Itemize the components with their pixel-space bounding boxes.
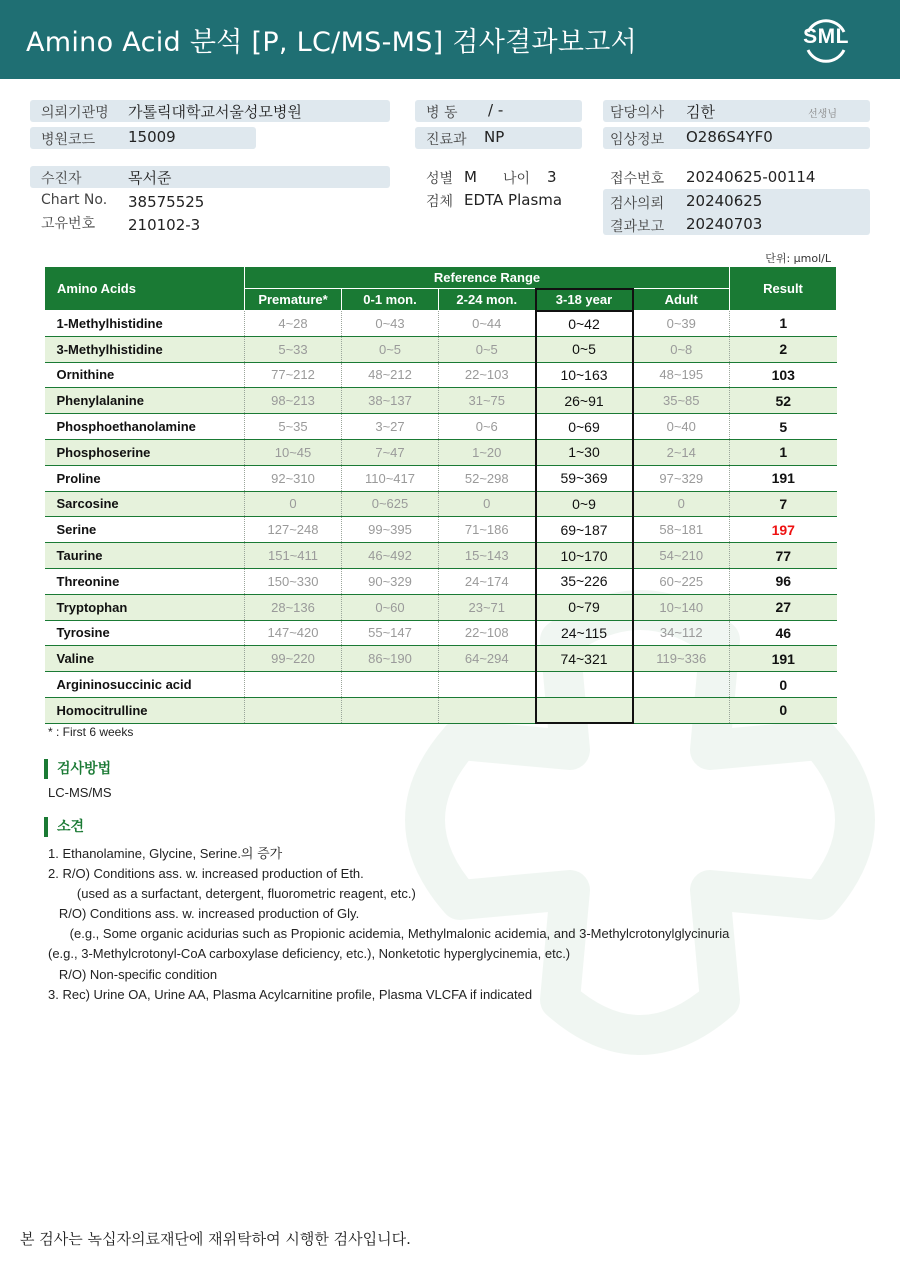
header-result: Result [730, 267, 837, 311]
reference-range-cell: 86~190 [342, 646, 439, 672]
reference-range-cell: 0~42 [536, 311, 633, 337]
reference-range-cell [245, 697, 342, 723]
result-value: 5 [730, 414, 837, 440]
result-value: 103 [730, 362, 837, 388]
reference-range-cell: 31~75 [439, 388, 536, 414]
reference-range-cell: 90~329 [342, 568, 439, 594]
reference-range-cell [245, 672, 342, 698]
logo-text: SML [803, 25, 849, 48]
result-value: 2 [730, 336, 837, 362]
receipt-no-label: 접수번호 [610, 171, 665, 187]
amino-acid-name: Phosphoserine [45, 439, 245, 465]
reference-range-cell: 99~395 [342, 517, 439, 543]
remark-line: 2. R/O) Conditions ass. w. increased production of Eth. [48, 866, 364, 882]
hospital-code-label: 병원코드 [41, 132, 96, 148]
reference-range-cell [439, 697, 536, 723]
table-row [45, 336, 837, 362]
result-value: 191 [730, 646, 837, 672]
reference-range-cell: 1~30 [536, 439, 633, 465]
request-date-value: 20240625 [686, 192, 763, 210]
reference-range-cell: 10~140 [633, 594, 730, 620]
reference-range-cell: 35~226 [536, 568, 633, 594]
chart-no-label: Chart No. [41, 192, 108, 208]
reference-range-cell: 110~417 [342, 465, 439, 491]
reference-range-cell: 46~492 [342, 543, 439, 569]
amino-acid-name: 3-Methylhistidine [45, 336, 245, 362]
table-row [45, 646, 837, 672]
header-amino-acids: Amino Acids [45, 267, 245, 311]
footer-note: 본 검사는 녹십자의료재단에 재위탁하여 시행한 검사입니다. [20, 1230, 411, 1248]
reference-range-cell: 38~137 [342, 388, 439, 414]
remarks-body [48, 844, 729, 1005]
reference-range-cell: 4~28 [245, 311, 342, 337]
reference-range-cell: 10~170 [536, 543, 633, 569]
reference-range-cell: 55~147 [342, 620, 439, 646]
reference-range-cell: 0~60 [342, 594, 439, 620]
table-row [45, 517, 837, 543]
reference-range-cell: 0~39 [633, 311, 730, 337]
reference-range-cell: 151~411 [245, 543, 342, 569]
reference-range-cell [633, 697, 730, 723]
table-row [45, 672, 837, 698]
clinical-info-value: O286S4YF0 [686, 128, 773, 146]
reference-range-cell: 0~5 [536, 336, 633, 362]
reference-range-cell: 34~112 [633, 620, 730, 646]
result-value: 77 [730, 543, 837, 569]
specimen-value: EDTA Plasma [464, 191, 563, 209]
report-date-label: 결과보고 [610, 219, 665, 235]
reference-range-cell: 98~213 [245, 388, 342, 414]
header-2-24-mon: 2-24 mon. [439, 289, 536, 311]
doctor-value: 김한 [686, 103, 715, 121]
table-row [45, 620, 837, 646]
remark-line: 3. Rec) Urine OA, Urine AA, Plasma Acylcarnitine profile, Plasma VLCFA if indicated [48, 986, 533, 1002]
amino-acid-rows [45, 311, 837, 724]
reference-range-cell [633, 672, 730, 698]
clinical-info-label: 임상정보 [610, 132, 665, 148]
ward-label: 병 동 [426, 105, 458, 121]
remark-line: (used as a surfactant, detergent, fluorometric reagent, etc.) [48, 886, 416, 902]
amino-acid-name: Phosphoethanolamine [45, 414, 245, 440]
result-value: 0 [730, 697, 837, 723]
chart-no-value: 38575525 [128, 193, 205, 211]
report-date-value: 20240703 [686, 215, 763, 233]
unique-no-value: 210102-3 [128, 216, 201, 234]
result-value: 0 [730, 672, 837, 698]
table-row [45, 414, 837, 440]
reference-range-cell: 7~47 [342, 439, 439, 465]
reference-range-cell: 2~14 [633, 439, 730, 465]
reference-range-cell: 0~44 [439, 311, 536, 337]
reference-range-cell [439, 672, 536, 698]
amino-acid-name: Tyrosine [45, 620, 245, 646]
header-reference-range: Reference Range [245, 267, 730, 289]
amino-acid-name: Threonine [45, 568, 245, 594]
reference-range-cell: 3~27 [342, 414, 439, 440]
reference-range-cell: 10~45 [245, 439, 342, 465]
remark-line: R/O) Conditions ass. w. increased production of Gly. [48, 906, 360, 922]
table-row [45, 491, 837, 517]
remark-line: (e.g., 3-Methylcrotonyl-CoA carboxylase deficiency, etc.), Nonketotic hyperglycinemia, etc.) [48, 946, 571, 962]
reference-range-cell: 0~8 [633, 336, 730, 362]
request-date-label: 검사의뢰 [610, 196, 665, 212]
footnote: * : First 6 weeks [48, 725, 134, 739]
table-row [45, 311, 837, 337]
result-value: 197 [730, 517, 837, 543]
sml-logo [798, 12, 854, 68]
unique-no-label: 고유번호 [41, 216, 96, 232]
age-value: 3 [547, 168, 557, 186]
amino-acid-name: Taurine [45, 543, 245, 569]
reference-range-cell: 0~40 [633, 414, 730, 440]
amino-acid-name: Phenylalanine [45, 388, 245, 414]
reference-range-cell: 60~225 [633, 568, 730, 594]
reference-range-cell: 0~9 [536, 491, 633, 517]
table-row [45, 362, 837, 388]
reference-range-cell: 59~369 [536, 465, 633, 491]
reference-range-cell: 10~163 [536, 362, 633, 388]
reference-range-cell: 71~186 [439, 517, 536, 543]
reference-range-cell: 24~174 [439, 568, 536, 594]
reference-range-cell: 74~321 [536, 646, 633, 672]
reference-range-cell: 150~330 [245, 568, 342, 594]
reference-range-cell: 99~220 [245, 646, 342, 672]
result-value: 1 [730, 311, 837, 337]
amino-acid-name: Homocitrulline [45, 697, 245, 723]
reference-range-cell: 23~71 [439, 594, 536, 620]
reference-range-cell: 0 [245, 491, 342, 517]
reference-range-cell: 48~195 [633, 362, 730, 388]
header-adult: Adult [633, 289, 730, 311]
sex-value: M [464, 168, 477, 186]
age-label: 나이 [503, 171, 531, 187]
specimen-label: 검체 [426, 194, 454, 210]
reference-range-cell: 119~336 [633, 646, 730, 672]
doctor-label: 담당의사 [610, 105, 665, 121]
reference-range-cell [342, 697, 439, 723]
header-0-1-mon: 0-1 mon. [342, 289, 439, 311]
amino-acid-name: Tryptophan [45, 594, 245, 620]
remark-line: (e.g., Some organic acidurias such as Propionic acidemia, Methylmalonic acidemia, and 3-Methylcrotonylglycinuria [48, 926, 730, 942]
table-row [45, 388, 837, 414]
table-row [45, 543, 837, 569]
reference-range-cell: 77~212 [245, 362, 342, 388]
hospital-code-value: 15009 [128, 128, 176, 146]
result-value: 96 [730, 568, 837, 594]
reference-range-cell: 0~5 [342, 336, 439, 362]
reference-range-cell: 0 [633, 491, 730, 517]
patient-label: 수진자 [41, 171, 82, 187]
reference-range-cell: 0~79 [536, 594, 633, 620]
header-3-18-year: 3-18 year [536, 289, 633, 311]
reference-range-cell: 5~33 [245, 336, 342, 362]
reference-range-cell [536, 697, 633, 723]
reference-range-cell: 92~310 [245, 465, 342, 491]
sex-label: 성별 [426, 171, 454, 187]
table-row [45, 465, 837, 491]
reference-range-cell: 5~35 [245, 414, 342, 440]
result-value: 46 [730, 620, 837, 646]
reference-range-cell: 48~212 [342, 362, 439, 388]
result-value: 27 [730, 594, 837, 620]
reference-range-cell: 58~181 [633, 517, 730, 543]
amino-acid-name: 1-Methylhistidine [45, 311, 245, 337]
reference-range-cell: 28~136 [245, 594, 342, 620]
reference-range-cell: 1~20 [439, 439, 536, 465]
report-header [0, 0, 900, 79]
table-row [45, 594, 837, 620]
amino-acid-name: Sarcosine [45, 491, 245, 517]
unit-label: 단위: μmol/L [765, 252, 831, 265]
reference-range-cell [536, 672, 633, 698]
table-row [45, 568, 837, 594]
amino-acid-name: Valine [45, 646, 245, 672]
reference-range-cell: 24~115 [536, 620, 633, 646]
reference-range-cell: 127~248 [245, 517, 342, 543]
info-bar-patient [30, 166, 390, 188]
result-value: 191 [730, 465, 837, 491]
receipt-no-value: 20240625-00114 [686, 168, 816, 186]
reference-range-cell: 22~103 [439, 362, 536, 388]
table-row [45, 439, 837, 465]
institution-value: 가톨릭대학교서울성모병원 [128, 103, 302, 121]
reference-range-cell: 0~6 [439, 414, 536, 440]
method-value: LC-MS/MS [48, 785, 112, 800]
amino-acid-table [44, 266, 837, 724]
reference-range-cell: 0~43 [342, 311, 439, 337]
reference-range-cell: 54~210 [633, 543, 730, 569]
patient-value: 목서준 [128, 169, 172, 187]
remark-line: R/O) Non-specific condition [48, 966, 218, 982]
result-value: 52 [730, 388, 837, 414]
reference-range-cell: 0 [439, 491, 536, 517]
reference-range-cell: 69~187 [536, 517, 633, 543]
table-row [45, 697, 837, 723]
remarks-title: 소견 [44, 817, 84, 837]
amino-acid-name: Serine [45, 517, 245, 543]
result-value: 1 [730, 439, 837, 465]
reference-range-cell: 147~420 [245, 620, 342, 646]
institution-label: 의뢰기관명 [41, 105, 109, 121]
amino-acid-name: Argininosuccinic acid [45, 672, 245, 698]
reference-range-cell: 15~143 [439, 543, 536, 569]
reference-range-cell: 35~85 [633, 388, 730, 414]
result-value: 7 [730, 491, 837, 517]
reference-range-cell: 64~294 [439, 646, 536, 672]
department-value: NP [484, 128, 505, 146]
amino-acid-name: Proline [45, 465, 245, 491]
department-label: 진료과 [426, 132, 467, 148]
reference-range-cell: 97~329 [633, 465, 730, 491]
ward-value: / - [488, 101, 504, 119]
reference-range-cell: 0~625 [342, 491, 439, 517]
reference-range-cell: 0~5 [439, 336, 536, 362]
report-title: Amino Acid 분석 [P, LC/MS-MS] 검사결과보고서 [26, 27, 638, 58]
remark-line: 1. Ethanolamine, Glycine, Serine.의 증가 [48, 846, 283, 861]
reference-range-cell [342, 672, 439, 698]
reference-range-cell: 52~298 [439, 465, 536, 491]
method-title: 검사방법 [44, 759, 111, 779]
reference-range-cell: 26~91 [536, 388, 633, 414]
header-premature: Premature* [245, 289, 342, 311]
doctor-suffix: 선생님 [808, 109, 837, 120]
reference-range-cell: 0~69 [536, 414, 633, 440]
reference-range-cell: 22~108 [439, 620, 536, 646]
amino-acid-name: Ornithine [45, 362, 245, 388]
